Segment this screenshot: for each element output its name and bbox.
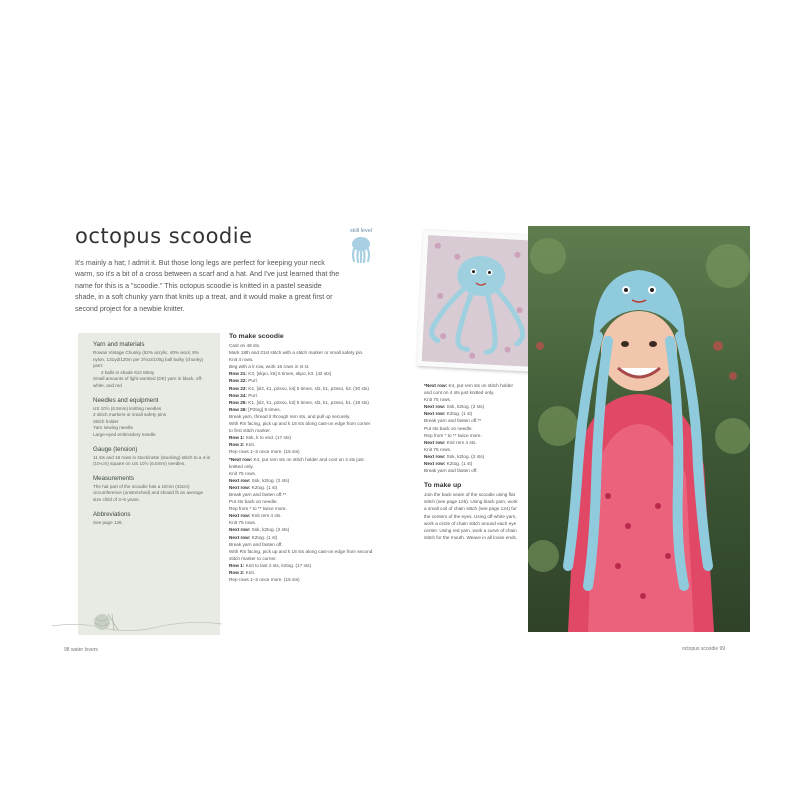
instruction-line [229,392,375,399]
instruction-text: Break yarn, thread it through rem sts, and pull up securely. [229,413,351,419]
instructions-column-right [424,382,520,541]
instruction-text: Knit rem 4 sts. [445,439,477,445]
instruction-line [229,562,375,569]
instruction-line [229,498,375,505]
instruction-text: Ssk, k2tog. (2 sts) [250,527,290,533]
measurements-text: The hat part of the scoodie has a 16½in (42cm) circumference (unstretched) and should fit an average size child of 3–5 years. [93,483,204,502]
instruction-text: Rep rows 1–2 once more. (16 sts) [229,577,300,583]
needles-item: 2 stitch markers or small safety pins [93,412,167,418]
gauge-heading: Gauge (tension) [93,445,138,453]
instruction-row-label: *Next row: [424,383,448,388]
instruction-text: K4, put rem sts on stitch holder and cont on 4 sts just knitted only. [229,456,364,469]
instruction-text: Rep rows 1–2 once more. (16 sts) [229,449,300,455]
skill-level [346,228,376,269]
materials-sidebar [78,333,220,635]
instruction-line [229,569,375,576]
instruction-line [229,505,375,512]
instruction-text: Break yarn and fasten off.** [229,491,287,497]
instruction-line [229,548,375,562]
instruction-line [229,477,375,484]
make-up-text: Join the back seam of the scoodie using flat stitch (see page 125). Using black yarn, work a small coil of chain stitch (see page 124) for the centers of the eyes. Using off-white yarn, work a circle of chain stitch around each eye center. Using red yarn, work a curve of chain stitch for the mouth. Weave in all loose ends. [424,492,518,540]
instruction-text: Knit 75 rows. [229,470,257,476]
gauge-text: 11 sts and 16 rows in stockinette (stocking) stitch to a 4-in (10-cm) square on US 10½ (6.5mm) needles. [93,454,211,467]
to-make-up-heading: To make up [424,482,462,490]
instruction-line [229,576,375,583]
instruction-row-label: Next row: [229,513,251,519]
instruction-line [229,420,375,434]
instruction-line [424,467,520,474]
instruction-row-label: Row 1: [229,562,245,568]
instruction-line [229,491,375,498]
instruction-line [229,385,375,392]
needles-heading: Needles and equipment [93,396,159,404]
instruction-line [229,484,375,491]
instruction-text: K1, [sl2, k1, p2sso, k2] 5 times, sl2, k1, p2sso, k1. (18 sts) [246,399,369,405]
instruction-line [424,403,520,410]
instruction-row-label: Next row: [229,484,251,490]
instruction-text: With RS facing, pick up and k 18 sts along cast-on edge from corner to first stitch marker. [229,421,371,434]
instruction-line [229,441,375,448]
instruction-text: K2, [sl2, k1, p2sso, k4] 5 times, sl2, k1, p2sso, k2. (30 sts) [246,385,369,391]
instruction-line [229,512,375,519]
instruction-line [424,425,520,432]
instruction-text: Rep from * to ** twice more. [424,432,482,438]
instruction-row-label: Row 21: [229,371,247,377]
instruction-text: Knit 75 rows. [424,446,452,452]
instruction-line [229,434,375,441]
instruction-line [424,410,520,417]
instruction-line [229,448,375,455]
instruction-row-label: Next row: [229,527,251,533]
instruction-text: Knit rem 4 sts. [250,513,282,519]
instruction-row-label: Row 24: [229,392,247,398]
instructions-column [229,333,375,583]
instruction-line [229,456,375,470]
instruction-line [424,396,520,403]
instruction-row-label: Next row: [424,404,446,410]
instruction-text: Beg with a k row, work 16 rows in st st. [229,364,310,370]
octopus-photo [422,235,538,367]
instruction-line [424,460,520,467]
yarn-balls: 2 balls in shade 612 Minty [101,369,155,375]
instruction-line [229,519,375,526]
instruction-text: Purl. [246,378,258,384]
instruction-text: K2tog. (1 st) [445,461,473,467]
instruction-line [229,413,375,420]
instruction-row-label: Row 2: [229,570,245,575]
skill-level-label: skill level [349,228,372,234]
needles-item: Stitch holder [93,418,119,424]
instruction-line [229,406,375,413]
instruction-row-label: Row 26: [229,406,247,412]
instruction-row-label: Row 25: [229,399,247,405]
instruction-row-label: Next row: [229,477,251,483]
instruction-text: K4, put rem sts on stitch holder and cont on 4 sts just knitted only. [424,383,514,396]
octopus-icon [348,236,374,264]
instruction-text: Knit 4 rows. [229,357,254,363]
instruction-line [424,446,520,453]
instruction-row-label: Next row: [424,439,446,445]
instruction-text: Rep from * to ** twice more. [229,506,287,512]
yarn-section [93,341,212,390]
instruction-text: Knit to last 2 sts, k2tog. (17 sts) [244,562,312,568]
instruction-text: Put sts back on needle. [229,499,278,505]
instruction-line [229,399,375,406]
instruction-row-label: *Next row: [229,456,253,462]
yarn-heading: Yarn and materials [93,341,145,348]
instruction-text: K2tog. (1 st) [250,534,278,540]
to-make-heading: To make scoodie [229,333,284,340]
instruction-text: Purl. [246,392,258,398]
instruction-text: Cast on 48 sts. [229,343,261,348]
child-photo [528,226,750,632]
instruction-row-label: Next row: [424,453,446,459]
instruction-text: Knit 75 rows. [229,520,257,526]
instruction-text: Ssk, k to end. (17 sts) [244,435,292,441]
instruction-line [229,356,375,363]
instruction-text: K2tog. (1 st) [250,484,278,490]
instruction-text: [P2tog] 9 times. [246,406,281,412]
instruction-line [229,349,375,356]
instruction-line [229,526,375,533]
yarn-ball-icon [52,608,222,634]
instruction-text: Break yarn and fasten off. [229,541,283,547]
folio-right: octopus scoodie 99 [682,646,726,652]
instruction-line [424,439,520,446]
instruction-row-label: Next row: [424,461,446,467]
instruction-text: K3, [skpo, k6] 5 times, skpo, k3. (42 sts) [246,371,332,377]
instruction-row-label: Row 23: [229,385,247,391]
yarn-extra: Small amounts of light worsted (DK) yarn in black, off-white, and red [93,376,203,388]
instruction-text: Break yarn and fasten off. [424,468,478,474]
instruction-text: Put sts back on needle. [424,425,473,431]
needles-item: US 10½ (6.5mm) knitting needles [93,405,162,411]
instruction-line [424,432,520,439]
measurements-heading: Measurements [93,474,134,482]
instruction-row-label: Row 2: [229,442,245,448]
gauge-section [93,446,212,468]
instruction-line [229,470,375,477]
folio-left: 98 water lovers [64,647,98,653]
instruction-line [424,417,520,424]
instruction-line [229,363,375,370]
instruction-text: Break yarn and fasten off.** [424,418,482,424]
instruction-line [229,541,375,548]
instruction-text: Ssk, k2tog. (2 sts) [445,404,485,410]
instruction-text: Ssk, k2tog. (2 sts) [445,453,485,459]
instruction-row-label: Next row: [229,534,251,540]
instruction-text: Knit. [244,570,256,575]
instruction-text: Ssk, k2tog. (2 sts) [250,477,290,483]
instruction-text: K2tog. (1 st) [445,411,473,417]
needles-item: Yarn sewing needle [93,425,134,431]
measurements-section [93,475,212,504]
intro-paragraph: It's mainly a hat; I admit it. But those long legs are perfect for keeping your neck warm, so it's a bit of a cross between a scarf and a hat. And I've just learned that the name for this is a "scoodie." This octopus scoodie is knitted in a pastel seaside shade, in a soft chunky yarn that knits up a treat, and it would make a great first or second project for a newbie knitter. [75,259,340,313]
instruction-text: Knit. [244,442,256,448]
instruction-row-label: Row 22: [229,378,247,384]
page-title: octopus scoodie [75,224,253,248]
instructions-list-right [424,382,520,474]
needles-section [93,397,212,439]
instruction-line [229,370,375,377]
needles-item: Large-eyed embroidery needle [93,431,156,437]
instruction-text: Mark 18th and 31st stitch with a stitch marker or small safety pin. [229,350,364,356]
instruction-line [424,382,520,396]
instruction-line [424,453,520,460]
instruction-line [229,534,375,541]
abbreviations-section [93,511,212,527]
instruction-line [229,377,375,384]
instructions-list [229,342,375,583]
instruction-row-label: Row 1: [229,435,245,441]
instruction-row-label: Next row: [424,411,446,417]
instruction-text: Knit 75 rows. [424,397,452,403]
instruction-text: With RS facing, pick up and k 18 sts along cast-on edge from second stitch marker to corner. [229,548,373,561]
abbreviations-heading: Abbreviations [93,510,131,518]
yarn-text: Rowan Vintage Chunky (52% acrylic, 40% wool, 8% nylon, 131yd/120m per 3½oz/100g ball bulky (chunky) yarn: [93,350,204,369]
abbreviations-text: See page 126. [93,519,123,525]
instruction-line [229,342,375,349]
octopus-photo-card [417,230,544,372]
